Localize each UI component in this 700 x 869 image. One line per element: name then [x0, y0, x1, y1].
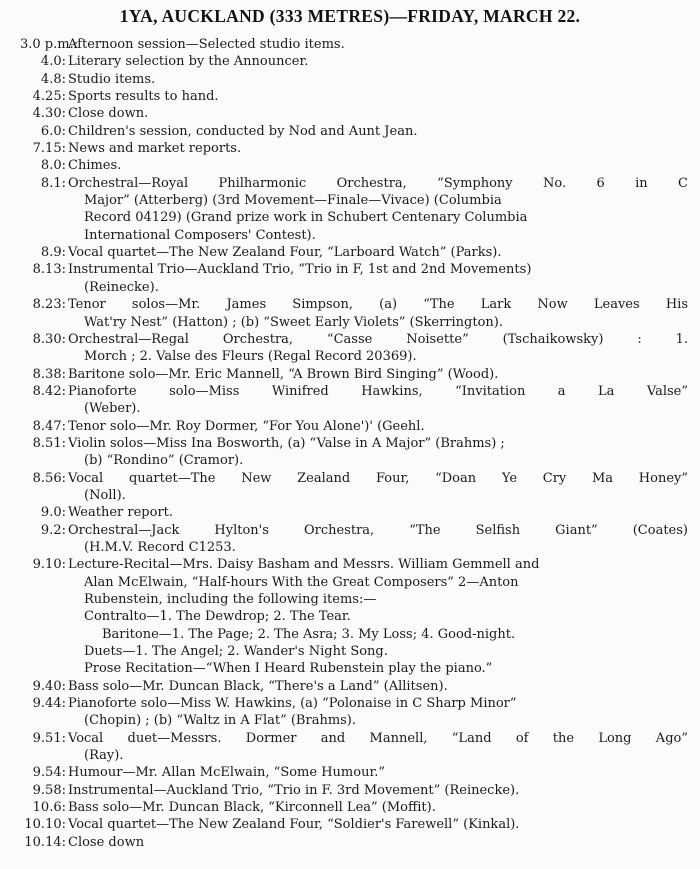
programme-line: Wat'ry Nest” (Hatton) ; (b) “Sweet Early Violets” (Skerrington). — [84, 314, 503, 330]
programme-line: Chimes. — [68, 158, 122, 174]
programme-time: 3.0 p.m. : — [20, 36, 66, 53]
programme-time: 8.42 : — [20, 383, 66, 400]
programme-entry — [20, 157, 688, 174]
programme-entry — [20, 140, 688, 157]
programme-time: 8.0 : — [20, 157, 66, 174]
programme-line: Sports results to hand. — [68, 89, 219, 105]
programme-line: Instrumental—Auckland Trio, “Trio in F. 3rd Movement” (Reinecke). — [68, 782, 520, 798]
programme-time: 9.51 : — [20, 730, 66, 747]
programme-entry — [20, 105, 688, 122]
programme-line: Vocal quartet—The New Zealand Four, “Doan Ye Cry Ma Honey” — [68, 470, 688, 486]
programme-time: 8.38 : — [20, 366, 66, 383]
programme-time: 8.9 : — [20, 244, 66, 261]
programme-entry — [20, 782, 688, 799]
programme-line: (Reinecke). — [84, 279, 159, 295]
programme-line: Baritone solo—Mr. Eric Mannell, “A Brown Bird Singing” (Wood). — [68, 366, 499, 382]
programme-line: Lecture-Recital—Mrs. Daisy Basham and Messrs. William Gemmell and — [68, 557, 540, 573]
programme-line: (Noll). — [84, 487, 126, 503]
programme-line: Vocal quartet—The New Zealand Four, “Soldier's Farewell” (Kinkal). — [68, 817, 520, 833]
programme-line: Weather report. — [68, 505, 174, 521]
programme-line: Pianoforte solo—Miss W. Hawkins, (a) “Polonaise in C Sharp Minor” — [68, 696, 517, 712]
programme-entry — [20, 556, 688, 677]
programme-line: Humour—Mr. Allan McElwain, “Some Humour.” — [68, 765, 386, 781]
programme-line: Orchestral—Jack Hylton's Orchestra, “The Selfish Giant” (Coates) — [68, 522, 688, 538]
programme-line: Baritone—1. The Page; 2. The Asra; 3. My Loss; 4. Good-night. — [102, 626, 516, 642]
programme-time: 10.14 : — [20, 834, 66, 851]
programme-entry — [20, 366, 688, 383]
programme-entry — [20, 123, 688, 140]
programme-entry — [20, 816, 688, 833]
programme-line: Afternoon session—Selected studio items. — [68, 37, 345, 52]
programme-time: 8.51 : — [20, 435, 66, 452]
programme-entry — [20, 470, 688, 505]
programme-entry — [20, 175, 688, 244]
programme-entry — [20, 36, 688, 53]
programme-line: Tenor solos—Mr. James Simpson, (a) “The Lark Now Leaves His — [68, 297, 688, 313]
programme-line: (H.M.V. Record C1253. — [84, 539, 236, 555]
programme-line: (Weber). — [84, 401, 141, 417]
programme-entry — [20, 730, 688, 765]
programme-line: (Ray). — [84, 748, 124, 764]
programme-time: 10.10 : — [20, 816, 66, 833]
programme-line: Literary selection by the Announcer. — [68, 54, 309, 70]
programme-entry — [20, 331, 688, 366]
programme-time: 8.13 : — [20, 261, 66, 278]
programme-line: News and market reports. — [68, 141, 242, 157]
programme-time: 9.10 : — [20, 556, 66, 573]
programme-entry — [20, 88, 688, 105]
programme-listing — [20, 36, 688, 851]
programme-entry — [20, 53, 688, 70]
programme-line: Alan McElwain, “Half-hours With the Great Composers” 2—Anton — [84, 574, 519, 590]
programme-line: International Composers' Contest). — [84, 227, 316, 243]
programme-entry — [20, 435, 688, 470]
programme-time: 4.25 : — [20, 88, 66, 105]
programme-time: 8.47 : — [20, 418, 66, 435]
programme-time: 9.58 : — [20, 782, 66, 799]
programme-line: Instrumental Trio—Auckland Trio, “Trio in F, 1st and 2nd Movements) — [68, 262, 532, 278]
programme-line: Major” (Atterberg) (3rd Movement—Finale—Vivace) (Columbia — [84, 193, 502, 209]
programme-time: 6.0 : — [20, 123, 66, 140]
programme-line: (b) “Rondino” (Cramor). — [84, 453, 244, 469]
programme-entry — [20, 261, 688, 296]
programme-time: 8.1 : — [20, 175, 66, 192]
programme-entry — [20, 799, 688, 816]
programme-time: 4.30 : — [20, 105, 66, 122]
programme-line: Contralto—1. The Dewdrop; 2. The Tear. — [84, 609, 351, 625]
programme-line: Violin solos—Miss Ina Bosworth, (a) “Valse in A Major” (Brahms) ; — [68, 435, 505, 451]
programme-time: 10.6 : — [20, 799, 66, 816]
programme-line: Morch ; 2. Valse des Fleurs (Regal Record 20369). — [84, 349, 417, 365]
programme-line: Tenor solo—Mr. Roy Dormer, “For You Alone')' (Geehl. — [68, 418, 425, 434]
programme-line: Pianoforte solo—Miss Winifred Hawkins, “Invitation a La Valse” — [68, 383, 688, 399]
programme-line: Orchestral—Regal Orchestra, “Casse Noisette” (Tschaikowsky) : 1. — [68, 331, 688, 347]
programme-entry — [20, 71, 688, 88]
programme-line: Vocal duet—Messrs. Dormer and Mannell, “Land of the Long Ago” — [68, 730, 688, 746]
programme-time: 4.8 : — [20, 71, 66, 88]
programme-time: 8.30 : — [20, 331, 66, 348]
programme-line: Studio items. — [68, 71, 156, 87]
programme-entry — [20, 244, 688, 261]
programme-time: 9.44 : — [20, 695, 66, 712]
page-title: 1YA, AUCKLAND (333 METRES)—FRIDAY, MARCH 22. — [119, 6, 581, 26]
programme-time: 4.0 : — [20, 53, 66, 70]
programme-line: Orchestral—Royal Philharmonic Orchestra, “Symphony No. 6 in C — [68, 175, 688, 191]
programme-time: 7.15 : — [20, 140, 66, 157]
programme-line: Prose Recitation—“When I Heard Rubenstein play the piano.” — [84, 661, 493, 677]
programme-line: Vocal quartet—The New Zealand Four, “Larboard Watch” (Parks). — [68, 245, 502, 261]
programme-time: 8.56 : — [20, 470, 66, 487]
programme-entry — [20, 296, 688, 331]
programme-entry — [20, 418, 688, 435]
programme-entry — [20, 834, 688, 851]
programme-entry — [20, 695, 688, 730]
programme-line: Bass solo—Mr. Duncan Black, “Kirconnell Lea” (Moffit). — [68, 800, 436, 816]
programme-line: Duets—1. The Angel; 2. Wander's Night Song. — [84, 644, 388, 660]
programme-line: (Chopin) ; (b) “Waltz in A Flat” (Brahms). — [84, 713, 357, 729]
programme-time: 9.0 : — [20, 504, 66, 521]
programme-line: Close down. — [68, 106, 149, 122]
programme-line: Rubenstein, including the following items:— — [84, 592, 377, 607]
programme-line: Children's session, conducted by Nod and Aunt Jean. — [68, 123, 418, 139]
programme-time: 9.2 : — [20, 522, 66, 539]
programme-line: Bass solo—Mr. Duncan Black, “There's a Land” (Allitsen). — [68, 678, 448, 694]
programme-entry — [20, 764, 688, 781]
programme-line: Close down — [68, 834, 145, 850]
programme-time: 9.54 : — [20, 764, 66, 781]
programme-time: 8.23 : — [20, 296, 66, 313]
programme-time: 9.40 : — [20, 678, 66, 695]
programme-entry — [20, 504, 688, 521]
programme-entry — [20, 522, 688, 557]
programme-line: Record 04129) (Grand prize work in Schubert Centenary Columbia — [84, 210, 528, 226]
programme-entry — [20, 383, 688, 418]
programme-entry — [20, 678, 688, 695]
